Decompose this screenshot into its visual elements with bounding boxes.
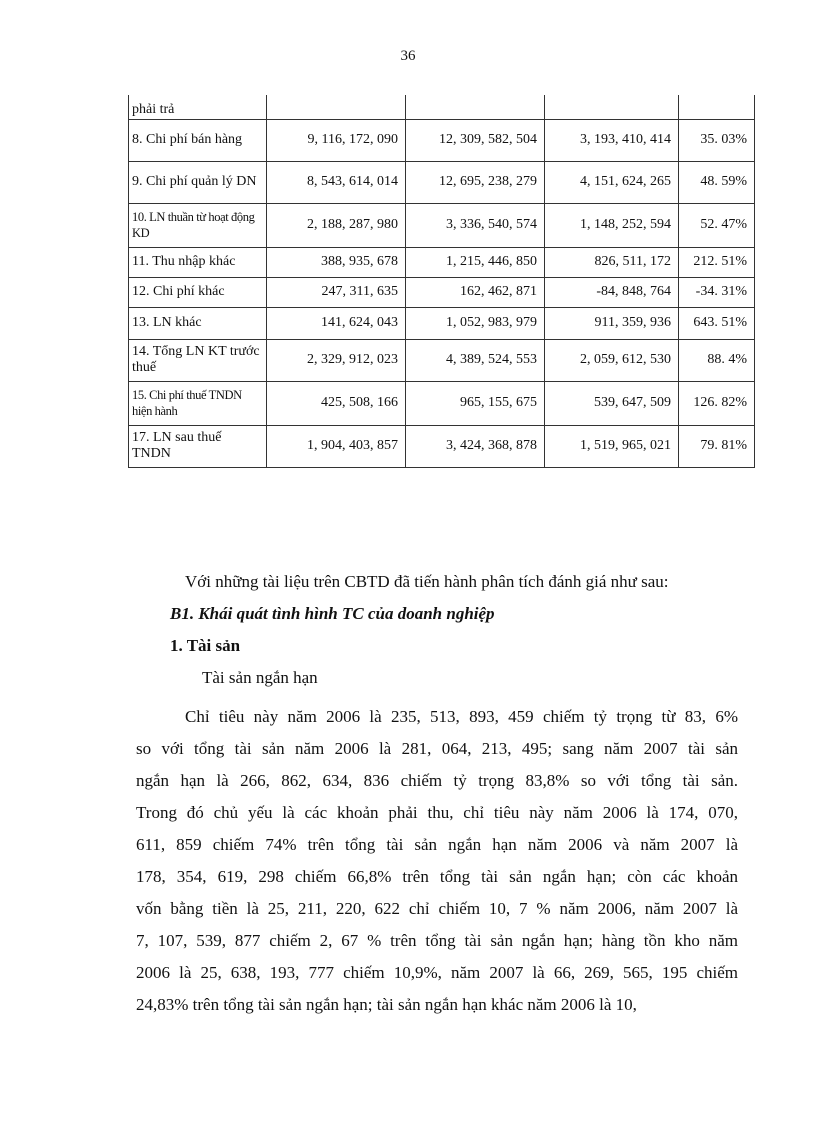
intro-paragraph: Với những tài liệu trên CBTD đã tiến hành phân tích đánh giá như sau: (185, 572, 669, 591)
table-row (129, 381, 755, 425)
table-row (129, 307, 755, 339)
cell-value: 4, 151, 624, 265 (545, 161, 679, 203)
cell-value: 1, 519, 965, 021 (545, 425, 679, 467)
subheading-short-term-assets: Tài sản ngắn hạn (202, 668, 318, 687)
row-label: 14. Tổng LN KT trước thuế (129, 339, 267, 381)
cell-value: -84, 848, 764 (545, 277, 679, 307)
cell-percent: 212. 51% (679, 247, 755, 277)
body-line: Trong đó chủ yếu là các khoản phải thu, chỉ tiêu này năm 2006 là 174, 070, (136, 803, 738, 822)
cell-value: 141, 624, 043 (267, 307, 406, 339)
cell-value: 911, 359, 936 (545, 307, 679, 339)
body-paragraph (136, 701, 738, 1021)
cell-percent: -34. 31% (679, 277, 755, 307)
cell-percent: 48. 59% (679, 161, 755, 203)
table-row (129, 95, 755, 119)
body-line: 7, 107, 539, 877 chiếm 2, 67 % trên tổng tài sản ngắn hạn; hàng tồn kho năm (136, 931, 738, 950)
table-row (129, 203, 755, 247)
cell-value: 1, 215, 446, 850 (406, 247, 545, 277)
cell-value: 8, 543, 614, 014 (267, 161, 406, 203)
cell-percent: 643. 51% (679, 307, 755, 339)
cell-value: 826, 511, 172 (545, 247, 679, 277)
cell-value (406, 95, 545, 119)
cell-value: 2, 188, 287, 980 (267, 203, 406, 247)
row-label: 13. LN khác (129, 307, 267, 339)
section-heading-b1: B1. Khái quát tình hình TC của doanh nghiệp (170, 604, 495, 623)
cell-value: 2, 059, 612, 530 (545, 339, 679, 381)
cell-value (267, 95, 406, 119)
cell-value: 12, 695, 238, 279 (406, 161, 545, 203)
row-label: 11. Thu nhập khác (129, 247, 267, 277)
table-row (129, 247, 755, 277)
cell-value: 3, 424, 368, 878 (406, 425, 545, 467)
cell-percent: 88. 4% (679, 339, 755, 381)
cell-value: 965, 155, 675 (406, 381, 545, 425)
row-label: 9. Chi phí quản lý DN (129, 161, 267, 203)
body-line: so với tổng tài sản năm 2006 là 281, 064, 213, 495; sang năm 2007 tài sản (136, 739, 738, 758)
body-line: Chỉ tiêu này năm 2006 là 235, 513, 893, 459 chiếm tỷ trọng từ 83, 6% (185, 707, 738, 726)
cell-value (545, 95, 679, 119)
cell-percent: 52. 47% (679, 203, 755, 247)
cell-value: 539, 647, 509 (545, 381, 679, 425)
body-line: 2006 là 25, 638, 193, 777 chiếm 10,9%, năm 2007 là 66, 269, 565, 195 chiếm (136, 963, 738, 982)
cell-value: 4, 389, 524, 553 (406, 339, 545, 381)
row-label: 12. Chi phí khác (129, 277, 267, 307)
cell-value: 162, 462, 871 (406, 277, 545, 307)
financial-table (128, 95, 755, 468)
cell-value: 425, 508, 166 (267, 381, 406, 425)
body-line: 24,83% trên tổng tài sản ngắn hạn; tài sản ngắn hạn khác năm 2006 là 10, (136, 995, 637, 1014)
cell-value: 3, 193, 410, 414 (545, 119, 679, 161)
table-row (129, 161, 755, 203)
row-label: 8. Chi phí bán hàng (129, 119, 267, 161)
cell-value: 1, 148, 252, 594 (545, 203, 679, 247)
cell-value: 1, 052, 983, 979 (406, 307, 545, 339)
cell-percent: 79. 81% (679, 425, 755, 467)
row-label: 15. Chi phí thuế TNDN hiện hành (129, 381, 267, 425)
page-number: 36 (400, 48, 416, 64)
section-heading-assets: 1. Tài sản (170, 636, 241, 655)
body-line: 611, 859 chiếm 74% trên tổng tài sản ngắn hạn năm 2006 và năm 2007 là (136, 835, 738, 854)
body-line: 178, 354, 619, 298 chiếm 66,8% trên tổng tài sản ngắn hạn; còn các khoản (136, 867, 738, 886)
cell-percent: 35. 03% (679, 119, 755, 161)
table-row (129, 339, 755, 381)
cell-value: 388, 935, 678 (267, 247, 406, 277)
row-label: 10. LN thuần từ hoạt động KD (129, 203, 267, 247)
cell-value: 247, 311, 635 (267, 277, 406, 307)
cell-value: 3, 336, 540, 574 (406, 203, 545, 247)
table-row (129, 119, 755, 161)
cell-value: 12, 309, 582, 504 (406, 119, 545, 161)
row-label: phải trả (129, 95, 267, 119)
cell-value: 2, 329, 912, 023 (267, 339, 406, 381)
body-line: vốn bằng tiền là 25, 211, 220, 622 chỉ chiếm 10, 7 % năm 2006, năm 2007 là (136, 899, 738, 918)
cell-value: 1, 904, 403, 857 (267, 425, 406, 467)
body-line: ngắn hạn là 266, 862, 634, 836 chiếm tỷ trọng 83,8% so với tổng tài sản. (136, 771, 738, 790)
cell-percent (679, 95, 755, 119)
table-row (129, 277, 755, 307)
table-row (129, 425, 755, 467)
row-label: 17. LN sau thuế TNDN (129, 425, 267, 467)
cell-value: 9, 116, 172, 090 (267, 119, 406, 161)
cell-percent: 126. 82% (679, 381, 755, 425)
